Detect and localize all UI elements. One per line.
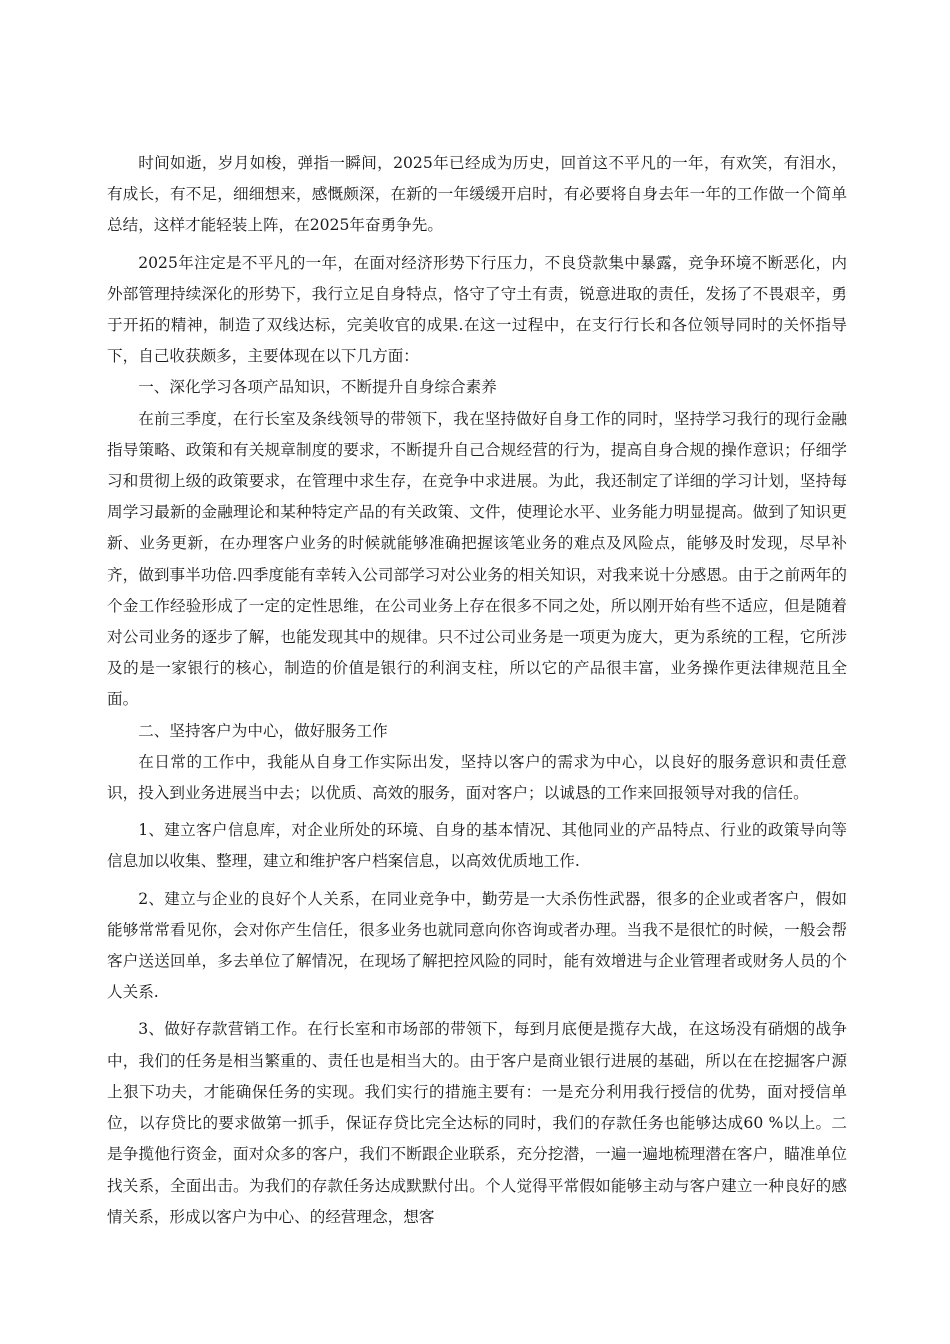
paragraph-intro: 时间如逝，岁月如梭，弹指一瞬间，2025年已经成为历史，回首这不平凡的一年，有欢笑，有泪水，有成长，有不足，细细想来，感慨颇深，在新的一年缓缓开启时，有必要将自身去年一年的工作做一个简单总结，这样才能轻装上阵，在2025年奋勇争先。 — [107, 154, 847, 235]
list-item-3: 3、做好存款营销工作。在行长室和市场部的带领下，每到月底便是揽存大战，在这场没有硝烟的战争中，我们的任务是相当繁重的、责任也是相当大的。由于客户是商业银行进展的基础，所以在在挖掘客户源上狠下功夫，才能确保任务的实现。我们实行的措施主要有：一是充分利用我行授信的优势，面对授信单位，以存贷比的要求做第一抓手，保证存贷比完全达标的同时，我们的存款任务也能够达成60 %以上。二是争揽他行资金，面对众多的客户，我们不断跟企业联系，充分挖潜，一遍一遍地梳理潜在客户，瞄准单位找关系，全面出击。为我们的存款任务达成默默付出。个人觉得平常假如能够主动与客户建立一种良好的感情关系，形成以客户为中心、的经营理念，想客 — [107, 1020, 847, 1226]
paragraph-learning: 在前三季度，在行长室及条线领导的带领下，我在坚持做好自身工作的同时，坚持学习我行的现行金融指导策略、政策和有关规章制度的要求，不断提升自己合规经营的行为，提高自身合规的操作意识；仔细学习和贯彻上级的政策要求，在管理中求生存，在竞争中求进展。为此，我还制定了详细的学习计划，坚持每周学习最新的金融理论和某种特定产品的有关政策、文件，使理论水平、业务能力明显提高。做到了知识更新、业务更新，在办理客户业务的时候就能够准确把握该笔业务的难点及风险点，能够及时发现，尽早补齐，做到事半功倍.四季度能有幸转入公司部学习对公业务的相关知识，对我来说十分感恩。由于之前两年的个金工作经验形成了一定的定性思维，在公司业务上存在很多不同之处，所以刚开始有些不适应，但是随着对公司业务的逐步了解，也能发现其中的规律。只不过公司业务是一项更为庞大，更为系统的工程，它所涉及的是一家银行的核心，制造的价值是银行的利润支柱，所以它的产品很丰富，业务操作更法律规范且全面。 — [107, 409, 847, 709]
paragraph-2025-overview: 2025年注定是不平凡的一年，在面对经济形势下行压力，不良贷款集中暴露，竞争环境不断恶化，内外部管理持续深化的形势下，我行立足自身特点，恪守了守土有责，锐意进取的责任，发扬了不畏艰辛，勇于开拓的精神，制造了双线达标，完美收官的成果.在这一过程中，在支行行长和各位领导同时的关怀指导下，自己收获颇多，主要体现在以下几方面： — [107, 253, 847, 366]
section-heading-1: 一、深化学习各项产品知识，不断提升自身综合素养 — [138, 378, 497, 397]
section-heading-2: 二、坚持客户为中心，做好服务工作 — [138, 721, 388, 740]
list-item-1: 1、建立客户信息库，对企业所处的环境、自身的基本情况、其他同业的产品特点、行业的政策导向等信息加以收集、整理，建立和维护客户档案信息，以高效优质地工作. — [107, 821, 847, 871]
document-body — [107, 148, 847, 1239]
paragraph-customer-service: 在日常的工作中，我能从自身工作实际出发，坚持以客户的需求为中心，以良好的服务意识和责任意识，投入到业务进展当中去；以优质、高效的服务，面对客户；以诚恳的工作来回报领导对我的信任。 — [107, 752, 847, 803]
list-item-2: 2、建立与企业的良好个人关系，在同业竞争中，勤劳是一大杀伤性武器，很多的企业或者客户，假如能够常常看见你，会对你产生信任，很多业务也就同意向你咨询或者办理。当我不是很忙的时候，一般会帮客户送送回单，多去单位了解情况，在现场了解把控风险的同时，能有效增进与企业管理者或财务人员的个人关系. — [107, 889, 847, 1002]
